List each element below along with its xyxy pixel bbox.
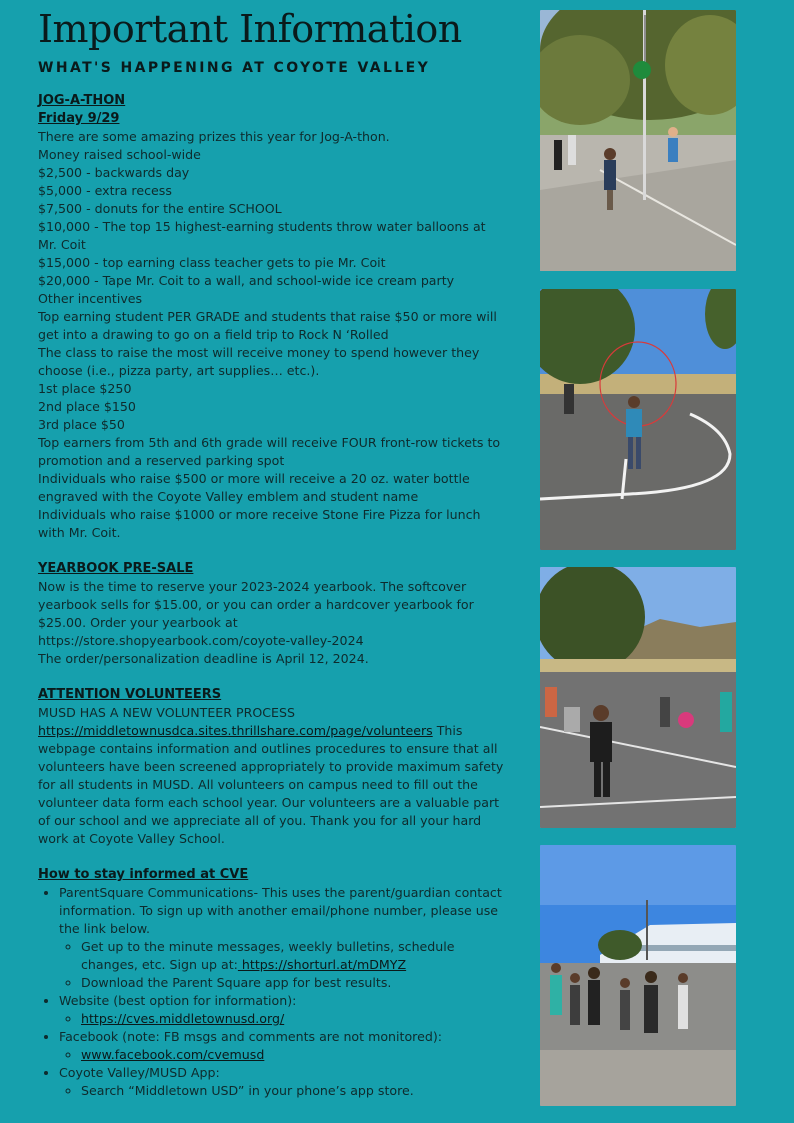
yearbook-heading: YEARBOOK PRE-SALE [38,561,194,576]
jogathon-line: $7,500 - donuts for the entire SCHOOL [38,201,282,216]
informed-list [38,884,504,1100]
website-text: Website (best option for information): [59,993,297,1008]
jogathon-line: $2,500 - backwards day [38,165,190,180]
yearbook-line: The order/personalization deadline is April 12, 2024. [38,651,369,666]
jogathon-line: $10,000 - The top 15 highest-earning students throw water balloons at Mr. Coit [38,219,486,252]
parentsquare-app-text: Download the Parent Square app for best results. [81,975,392,990]
jogathon-section [38,92,504,542]
list-item [81,1082,504,1100]
volunteers-paragraph [38,722,504,848]
photo-tetherball [540,10,736,271]
volunteers-section [38,686,504,848]
volunteers-heading: ATTENTION VOLUNTEERS [38,687,222,702]
photo-ball-game [540,567,736,828]
jogathon-date: Friday 9/29 [38,111,120,126]
list-item [81,1046,504,1064]
jogathon-line: Individuals who raise $1000 or more receive Stone Fire Pizza for lunch with Mr. Coit. [38,507,481,540]
jogathon-line: 3rd place $50 [38,417,125,432]
list-item [59,884,504,992]
jogathon-line: 1st place $250 [38,381,132,396]
photo-tetherball-image [540,10,736,271]
jogathon-line: $20,000 - Tape Mr. Coit to a wall, and school-wide ice cream party [38,273,455,288]
yearbook-url: https://store.shopyearbook.com/coyote-valley-2024 [38,633,364,648]
list-item [59,992,504,1028]
informed-section [38,866,504,1100]
photo-group-kids [540,845,736,1106]
photo-group-kids-image [540,845,736,1106]
volunteers-link[interactable]: https://middletownusdca.sites.thrillshare.com/page/volunteers [38,723,433,738]
list-item [59,1064,504,1100]
main-content [38,92,504,1100]
jogathon-line: Top earning student PER GRADE and students that raise $50 or more will get into a drawing to go on a field trip to Rock N ‘Rolled [38,309,497,342]
jogathon-line: $15,000 - top earning class teacher gets to pie Mr. Coit [38,255,386,270]
app-text: Coyote Valley/MUSD App: [59,1065,220,1080]
volunteers-line: MUSD HAS A NEW VOLUNTEER PROCESS [38,705,296,720]
jogathon-line: There are some amazing prizes this year for Jog-A-thon. [38,129,390,144]
jogathon-line: Money raised school-wide [38,147,201,162]
photo-hula-hoop-image [540,289,736,550]
parentsquare-text: ParentSquare Communications- This uses the parent/guardian contact information. To sign up with another email/phone number, please use the link below. [59,885,502,936]
photo-hula-hoop [540,289,736,550]
page-title: Important Information [38,7,462,51]
jogathon-line: $5,000 - extra recess [38,183,172,198]
facebook-text: Facebook (note: FB msgs and comments are not monitored): [59,1029,442,1044]
photo-ball-game-image [540,567,736,828]
jogathon-heading: JOG-A-THON [38,93,126,108]
list-item [59,1028,504,1064]
jogathon-line: Other incentives [38,291,143,306]
jogathon-line: Individuals who raise $500 or more will receive a 20 oz. water bottle engraved with the Coyote Valley emblem and student name [38,471,470,504]
informed-heading: How to stay informed at CVE [38,867,249,882]
yearbook-line: Now is the time to reserve your 2023-2024 yearbook. The softcover yearbook sells for $15.00, or you can order a hardcover yearbook for $25.00. Order your yearbook at [38,579,474,630]
jogathon-line: 2nd place $150 [38,399,136,414]
jogathon-line: The class to raise the most will receive money to spend however they choose (i.e., pizza party, art supplies… etc.). [38,345,480,378]
website-link[interactable]: https://cves.middletownusd.org/ [81,1011,285,1026]
list-item [81,938,504,974]
facebook-link[interactable]: www.facebook.com/cvemusd [81,1047,265,1062]
yearbook-section [38,560,504,668]
list-item [81,1010,504,1028]
shorturl-link[interactable]: https://shorturl.at/mDMYZ [237,957,407,972]
parentsquare-sub-text: Get up to the minute messages, weekly bulletins, schedule changes, etc. Sign up at: [81,939,455,972]
app-sub-text: Search “Middletown USD” in your phone’s app store. [81,1083,414,1098]
page-subtitle: WHAT'S HAPPENING AT COYOTE VALLEY [38,60,431,76]
volunteers-text: This webpage contains information and outlines procedures to ensure that all volunteers have been screened appropriately to provide maximum safety for all students in MUSD. All volunteers on campus need to fill out the volunteer data form each school year. Our volunteers are a valuable part of our school and we appreciate all of you. Thank you for all your hard work at Coyote Valley School. [38,723,504,846]
jogathon-line: Top earners from 5th and 6th grade will receive FOUR front-row tickets to promotion and a reserved parking spot [38,435,501,468]
list-item [81,974,504,992]
